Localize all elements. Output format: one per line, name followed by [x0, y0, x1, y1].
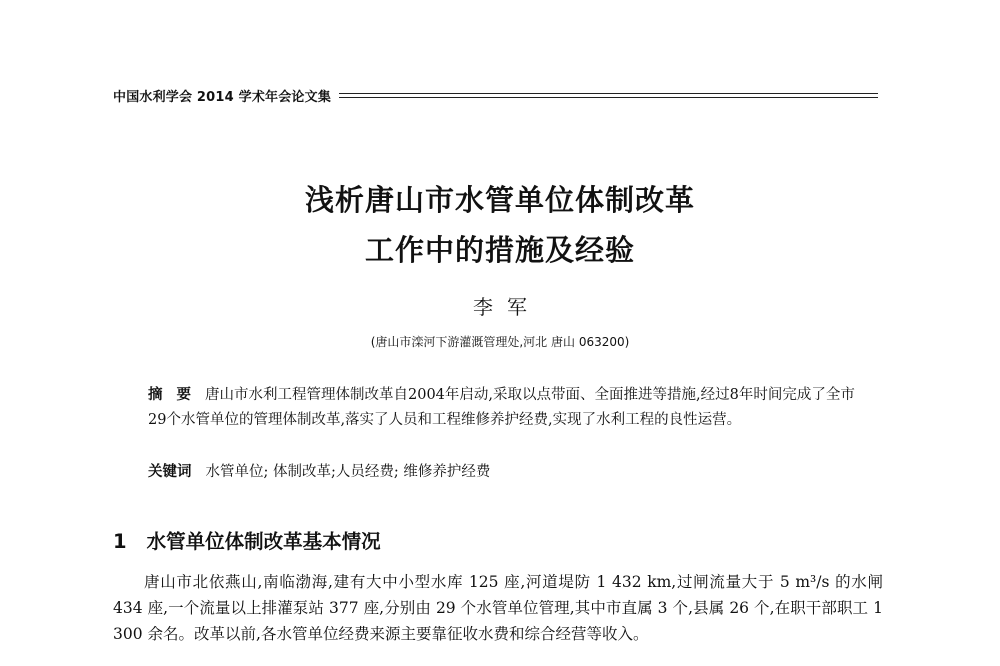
- keywords-text: 水管单位; 体制改革;人员经费; 维修养护经费: [205, 464, 491, 480]
- abstract-paragraph: [148, 383, 860, 433]
- running-header-text: 中国水利学会 2014 学术年会论文集: [113, 90, 332, 105]
- author-affiliation: (唐山市滦河下游灌溉管理处,河北 唐山 063200): [370, 335, 630, 349]
- section-title: 水管单位体制改革基本情况: [146, 530, 381, 553]
- abstract-block: [148, 383, 860, 433]
- body-paragraph: 唐山市北依燕山,南临渤海,建有大中小型水库 125 座,河道堤防 1 432 km,过闸流量大于 5 m³/s 的水闸 434 座,一个流量以上排灌泵站 377 座,分别由 29 个水管单位管理,其中市直属 3 个,县属 26 个,在职干部职工 1 300 余名。改革以前,各水管单位经费来源主要靠征收水费和综合经营等收入。: [113, 573, 883, 643]
- running-header: [113, 86, 878, 105]
- keywords-label: 关键词: [148, 464, 192, 480]
- abstract-text: 唐山市水利工程管理体制改革自2004年启动,采取以点带面、全面推进等措施,经过8年时间完成了全市29个水管单位的管理体制改革,落实了人员和工程维修养护经费,实现了水利工程的良性运营。: [148, 387, 855, 428]
- section-heading: [113, 526, 381, 554]
- body-text: [113, 569, 883, 647]
- abstract-label: 摘要: [148, 387, 205, 403]
- header-double-rule: [339, 93, 878, 98]
- paper-title-line-2: 工作中的措施及经验: [364, 233, 635, 267]
- author-name: 李军: [473, 295, 541, 319]
- section-number: 1: [113, 530, 127, 553]
- keywords-block: [148, 460, 860, 481]
- paper-title-line-1: 浅析唐山市水管单位体制改革: [304, 183, 695, 217]
